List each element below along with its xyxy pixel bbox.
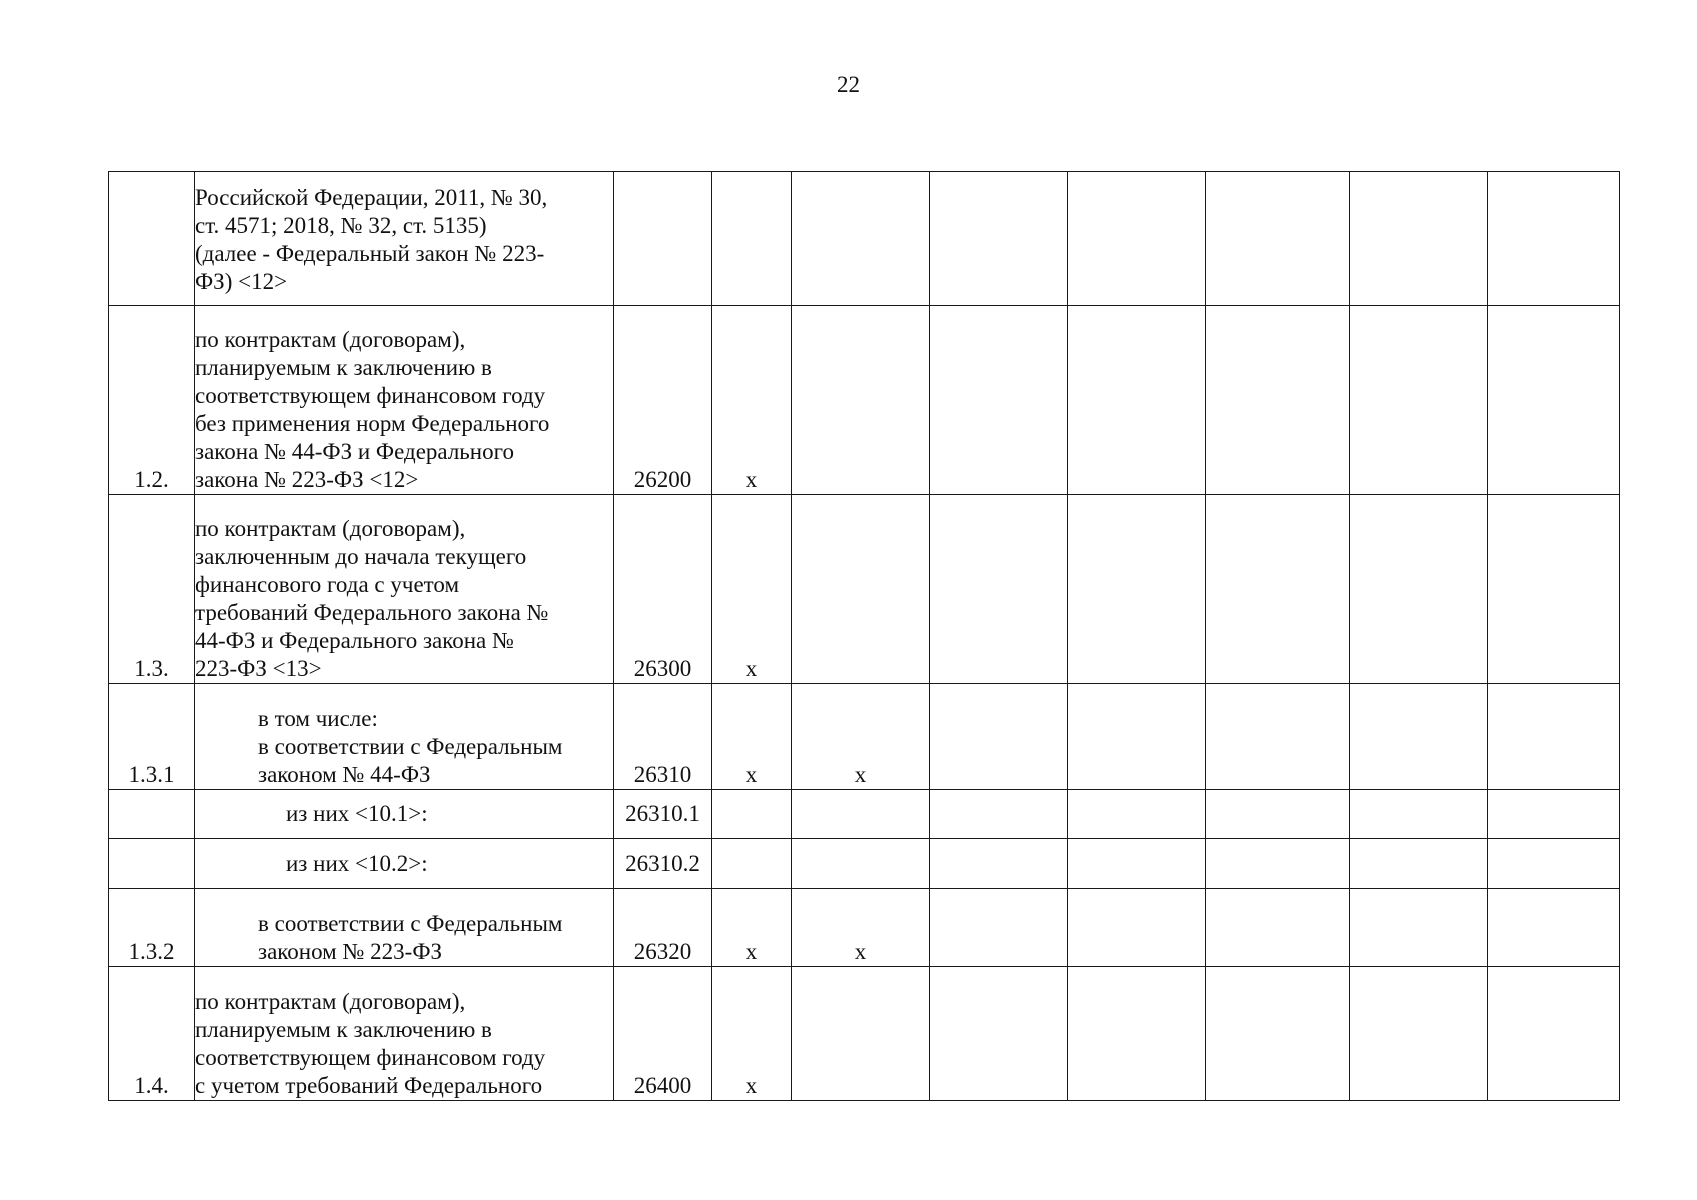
empty-cell	[930, 495, 1068, 684]
empty-cell	[1350, 495, 1488, 684]
row-mark-1: x	[712, 684, 792, 790]
table-row	[109, 495, 1620, 684]
row-mark-1: x	[712, 889, 792, 967]
empty-cell	[1068, 172, 1206, 306]
row-description	[195, 495, 614, 684]
description-line: планируемым к заключению в	[195, 355, 492, 380]
empty-cell	[930, 790, 1068, 839]
row-code: 26400	[614, 967, 712, 1101]
page-number: 22	[837, 72, 860, 97]
description-line: ФЗ) <12>	[195, 269, 288, 294]
empty-cell	[1068, 495, 1206, 684]
row-number	[109, 172, 195, 306]
table-row	[109, 967, 1620, 1101]
description-line: 44-ФЗ и Федерального закона №	[195, 628, 514, 653]
empty-cell	[1350, 684, 1488, 790]
description-line: (далее - Федеральный закон № 223-	[195, 241, 545, 266]
empty-cell	[1350, 839, 1488, 889]
row-mark-1	[712, 839, 792, 889]
empty-cell	[1488, 495, 1620, 684]
row-mark-1: x	[712, 495, 792, 684]
row-code: 26310.2	[614, 839, 712, 889]
row-code: 26310	[614, 684, 712, 790]
row-mark-2	[792, 172, 930, 306]
description-line: в том числе:	[258, 706, 378, 731]
row-description	[195, 684, 614, 790]
row-description	[195, 967, 614, 1101]
description-line: законом № 223-ФЗ	[258, 939, 443, 964]
empty-cell	[930, 839, 1068, 889]
row-number: 1.3.	[109, 495, 195, 684]
row-description	[195, 839, 614, 889]
row-mark-2	[792, 839, 930, 889]
empty-cell	[1350, 306, 1488, 495]
description-line: в соответствии с Федеральным	[258, 911, 563, 936]
row-mark-2: x	[792, 889, 930, 967]
description-line: законом № 44-ФЗ	[258, 762, 431, 787]
row-description	[195, 306, 614, 495]
row-description	[195, 889, 614, 967]
description-line: в соответствии с Федеральным	[258, 734, 563, 759]
description-line: планируемым к заключению в	[195, 1017, 492, 1042]
empty-cell	[1068, 790, 1206, 839]
description-line: финансового года с учетом	[195, 572, 460, 597]
empty-cell	[1488, 839, 1620, 889]
empty-cell	[1068, 967, 1206, 1101]
table-body	[109, 172, 1620, 1101]
row-number: 1.3.1	[109, 684, 195, 790]
empty-cell	[1206, 790, 1350, 839]
empty-cell	[1350, 967, 1488, 1101]
description-line: из них <10.2>:	[286, 850, 428, 876]
description-line: Российской Федерации, 2011, № 30,	[195, 185, 548, 210]
empty-cell	[1350, 889, 1488, 967]
empty-cell	[1350, 172, 1488, 306]
table-row	[109, 306, 1620, 495]
empty-cell	[930, 172, 1068, 306]
description-line: из них <10.1>:	[286, 801, 428, 826]
empty-cell	[930, 684, 1068, 790]
empty-cell	[930, 306, 1068, 495]
row-code: 26300	[614, 495, 712, 684]
description-line: ст. 4571; 2018, № 32, ст. 5135)	[195, 213, 487, 238]
empty-cell	[1350, 790, 1488, 839]
table-row	[109, 684, 1620, 790]
description-line: требований Федерального закона №	[195, 600, 549, 625]
row-code	[614, 172, 712, 306]
description-line: соответствующем финансовом году	[195, 1045, 546, 1070]
row-mark-1: x	[712, 306, 792, 495]
description-line: с учетом требований Федерального	[195, 1073, 543, 1098]
description-line: по контрактам (договорам),	[195, 989, 466, 1014]
report-table	[108, 171, 1620, 1101]
row-description	[195, 790, 614, 839]
row-number: 1.4.	[109, 967, 195, 1101]
row-mark-2	[792, 306, 930, 495]
description-line: закона № 223-ФЗ <12>	[195, 467, 419, 492]
table-row	[109, 172, 1620, 306]
empty-cell	[1488, 889, 1620, 967]
table-row	[109, 790, 1620, 839]
empty-cell	[1488, 684, 1620, 790]
row-mark-2: x	[792, 684, 930, 790]
empty-cell	[1206, 172, 1350, 306]
empty-cell	[1068, 839, 1206, 889]
empty-cell	[1206, 839, 1350, 889]
row-code: 26320	[614, 889, 712, 967]
table-row	[109, 839, 1620, 889]
row-number	[109, 839, 195, 889]
empty-cell	[1206, 684, 1350, 790]
empty-cell	[1068, 684, 1206, 790]
empty-cell	[1206, 495, 1350, 684]
row-mark-1: x	[712, 967, 792, 1101]
empty-cell	[1488, 967, 1620, 1101]
empty-cell	[1488, 790, 1620, 839]
empty-cell	[1068, 889, 1206, 967]
empty-cell	[930, 967, 1068, 1101]
row-mark-2	[792, 967, 930, 1101]
row-description	[195, 172, 614, 306]
table-row	[109, 889, 1620, 967]
row-mark-1	[712, 790, 792, 839]
row-code: 26200	[614, 306, 712, 495]
row-mark-1	[712, 172, 792, 306]
row-number: 1.3.2	[109, 889, 195, 967]
description-line: заключенным до начала текущего	[195, 544, 527, 569]
row-number	[109, 790, 195, 839]
empty-cell	[1206, 967, 1350, 1101]
description-line: закона № 44-ФЗ и Федерального	[195, 439, 514, 464]
row-number: 1.2.	[109, 306, 195, 495]
empty-cell	[1488, 172, 1620, 306]
description-line: 223-ФЗ <13>	[195, 656, 322, 681]
empty-cell	[930, 889, 1068, 967]
description-line: по контрактам (договорам),	[195, 516, 466, 541]
description-line: без применения норм Федерального	[195, 411, 550, 436]
description-line: соответствующем финансовом году	[195, 383, 546, 408]
row-mark-2	[792, 495, 930, 684]
row-code: 26310.1	[614, 790, 712, 839]
empty-cell	[1068, 306, 1206, 495]
empty-cell	[1488, 306, 1620, 495]
row-mark-2	[792, 790, 930, 839]
description-line: по контрактам (договорам),	[195, 327, 466, 352]
empty-cell	[1206, 889, 1350, 967]
empty-cell	[1206, 306, 1350, 495]
